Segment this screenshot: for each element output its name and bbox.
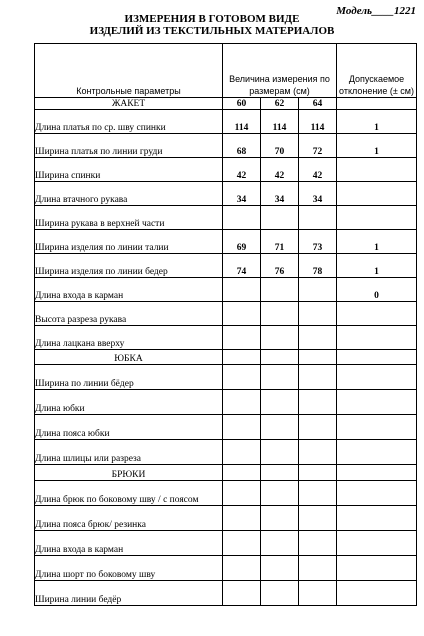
tolerance-value — [337, 531, 417, 556]
param-name: Ширина изделия по линии бедер — [35, 254, 223, 278]
param-name: Длина лацкана вверху — [35, 326, 223, 350]
tolerance-value — [337, 465, 417, 481]
param-name: Длина юбки — [35, 390, 223, 415]
size-value — [223, 556, 261, 581]
param-name: Высота разреза рукава — [35, 302, 223, 326]
tolerance-value — [337, 581, 417, 606]
tolerance-value — [337, 481, 417, 506]
tolerance-value — [337, 506, 417, 531]
size-value — [223, 365, 261, 390]
tolerance-value — [337, 182, 417, 206]
size-value — [299, 302, 337, 326]
table-row — [35, 531, 417, 556]
table-row — [35, 390, 417, 415]
table-row — [35, 158, 417, 182]
size-value — [261, 481, 299, 506]
size-value: 74 — [223, 254, 261, 278]
size-value — [261, 415, 299, 440]
param-name: Ширина линии бедёр — [35, 581, 223, 606]
table-row — [35, 506, 417, 531]
size-value — [223, 531, 261, 556]
skirt-section-row — [35, 350, 417, 365]
param-name: Длина входа в карман — [35, 278, 223, 302]
tolerance-value: 1 — [337, 230, 417, 254]
size-value: 68 — [223, 134, 261, 158]
size-value: 42 — [261, 158, 299, 182]
tolerance-value — [337, 415, 417, 440]
table-row — [35, 206, 417, 230]
param-name: Длина шлицы или разреза — [35, 440, 223, 465]
size-value: 114 — [299, 110, 337, 134]
tolerance-value: 1 — [337, 254, 417, 278]
size-value: 71 — [261, 230, 299, 254]
document-title — [0, 13, 424, 37]
title-line-1: ИЗМЕРЕНИЯ В ГОТОВОМ ВИДЕ — [124, 13, 300, 25]
size-value: 34 — [299, 182, 337, 206]
size-value — [223, 302, 261, 326]
size-value: 72 — [299, 134, 337, 158]
size-value: 69 — [223, 230, 261, 254]
size-value — [261, 206, 299, 230]
size-value — [299, 481, 337, 506]
size-value — [299, 465, 337, 481]
param-name: Длина платья по ср. шву спинки — [35, 110, 223, 134]
table-row — [35, 415, 417, 440]
tolerance-cell — [337, 98, 417, 110]
param-name: Длина пояса юбки — [35, 415, 223, 440]
param-name: Длина пояса брюк/ резинка — [35, 506, 223, 531]
tolerance-value — [337, 350, 417, 365]
table-row — [35, 481, 417, 506]
tolerance-value — [337, 440, 417, 465]
size-value — [299, 390, 337, 415]
size-value — [261, 390, 299, 415]
table-row — [35, 230, 417, 254]
table-row — [35, 302, 417, 326]
size-value: 42 — [299, 158, 337, 182]
size-value — [223, 415, 261, 440]
size-value — [223, 581, 261, 606]
tolerance-value — [337, 365, 417, 390]
size-value — [299, 415, 337, 440]
size-value — [299, 440, 337, 465]
param-name: Длина входа в карман — [35, 531, 223, 556]
size-value — [261, 302, 299, 326]
tolerance-value — [337, 302, 417, 326]
size-value — [223, 326, 261, 350]
param-name: Длина втачного рукава — [35, 182, 223, 206]
size-value — [223, 465, 261, 481]
size-value — [223, 440, 261, 465]
size-value — [261, 326, 299, 350]
size-value — [261, 350, 299, 365]
tolerance-value: 1 — [337, 134, 417, 158]
size-value — [223, 481, 261, 506]
header-row — [35, 44, 417, 98]
size-value — [261, 506, 299, 531]
trousers-section-row — [35, 465, 417, 481]
tolerance-value — [337, 556, 417, 581]
size-value — [299, 278, 337, 302]
size-value — [223, 278, 261, 302]
param-name: Ширина спинки — [35, 158, 223, 182]
tolerance-value: 0 — [337, 278, 417, 302]
size-value — [261, 440, 299, 465]
header-sizes: Величина измерения по размерам (см) — [223, 44, 337, 98]
size-value — [299, 531, 337, 556]
param-name: Ширина по линии бёдер — [35, 365, 223, 390]
size-value — [261, 365, 299, 390]
size-value — [299, 581, 337, 606]
param-name: Ширина изделия по линии талии — [35, 230, 223, 254]
size-value: 114 — [223, 110, 261, 134]
table-row — [35, 110, 417, 134]
size-value — [223, 506, 261, 531]
model-label: Модель____1221 — [336, 5, 416, 17]
tolerance-value — [337, 390, 417, 415]
table-row — [35, 581, 417, 606]
size-header: 62 — [261, 98, 299, 110]
size-value: 73 — [299, 230, 337, 254]
param-name: Ширина платья по линии груди — [35, 134, 223, 158]
measurements-table — [34, 43, 417, 606]
size-value — [261, 465, 299, 481]
title-line-2: ИЗДЕЛИЙ ИЗ ТЕКСТИЛЬНЫХ МАТЕРИАЛОВ — [89, 25, 335, 37]
table-row — [35, 440, 417, 465]
size-value — [261, 581, 299, 606]
size-value — [223, 390, 261, 415]
table-row — [35, 182, 417, 206]
table-row — [35, 134, 417, 158]
table-row — [35, 326, 417, 350]
tolerance-value — [337, 158, 417, 182]
tolerance-value — [337, 206, 417, 230]
size-value — [261, 531, 299, 556]
section-label-trousers: БРЮКИ — [35, 465, 223, 481]
size-value: 34 — [223, 182, 261, 206]
size-value: 114 — [261, 110, 299, 134]
size-value: 42 — [223, 158, 261, 182]
size-header: 60 — [223, 98, 261, 110]
size-value — [223, 206, 261, 230]
size-value: 78 — [299, 254, 337, 278]
table-row — [35, 556, 417, 581]
size-value — [299, 506, 337, 531]
table-row — [35, 278, 417, 302]
measurements-body — [35, 44, 417, 606]
size-value — [299, 326, 337, 350]
section-label-jacket: ЖАКЕТ — [35, 98, 223, 110]
tolerance-value: 1 — [337, 110, 417, 134]
table-row — [35, 254, 417, 278]
param-name: Длина брюк по боковому шву / с поясом — [35, 481, 223, 506]
size-value: 76 — [261, 254, 299, 278]
size-value — [223, 350, 261, 365]
size-value — [299, 206, 337, 230]
param-name: Длина шорт по боковому шву — [35, 556, 223, 581]
size-value — [261, 278, 299, 302]
size-value — [299, 365, 337, 390]
size-value: 70 — [261, 134, 299, 158]
header-param: Контрольные параметры — [35, 44, 223, 98]
size-value — [261, 556, 299, 581]
table-row — [35, 365, 417, 390]
tolerance-value — [337, 326, 417, 350]
size-value — [299, 350, 337, 365]
param-name: Ширина рукава в верхней части — [35, 206, 223, 230]
size-value: 34 — [261, 182, 299, 206]
jacket-section-row — [35, 98, 417, 110]
section-label-skirt: ЮБКА — [35, 350, 223, 365]
size-header: 64 — [299, 98, 337, 110]
size-value — [299, 556, 337, 581]
header-tolerance: Допускаемое отклонение (± см) — [337, 44, 417, 98]
